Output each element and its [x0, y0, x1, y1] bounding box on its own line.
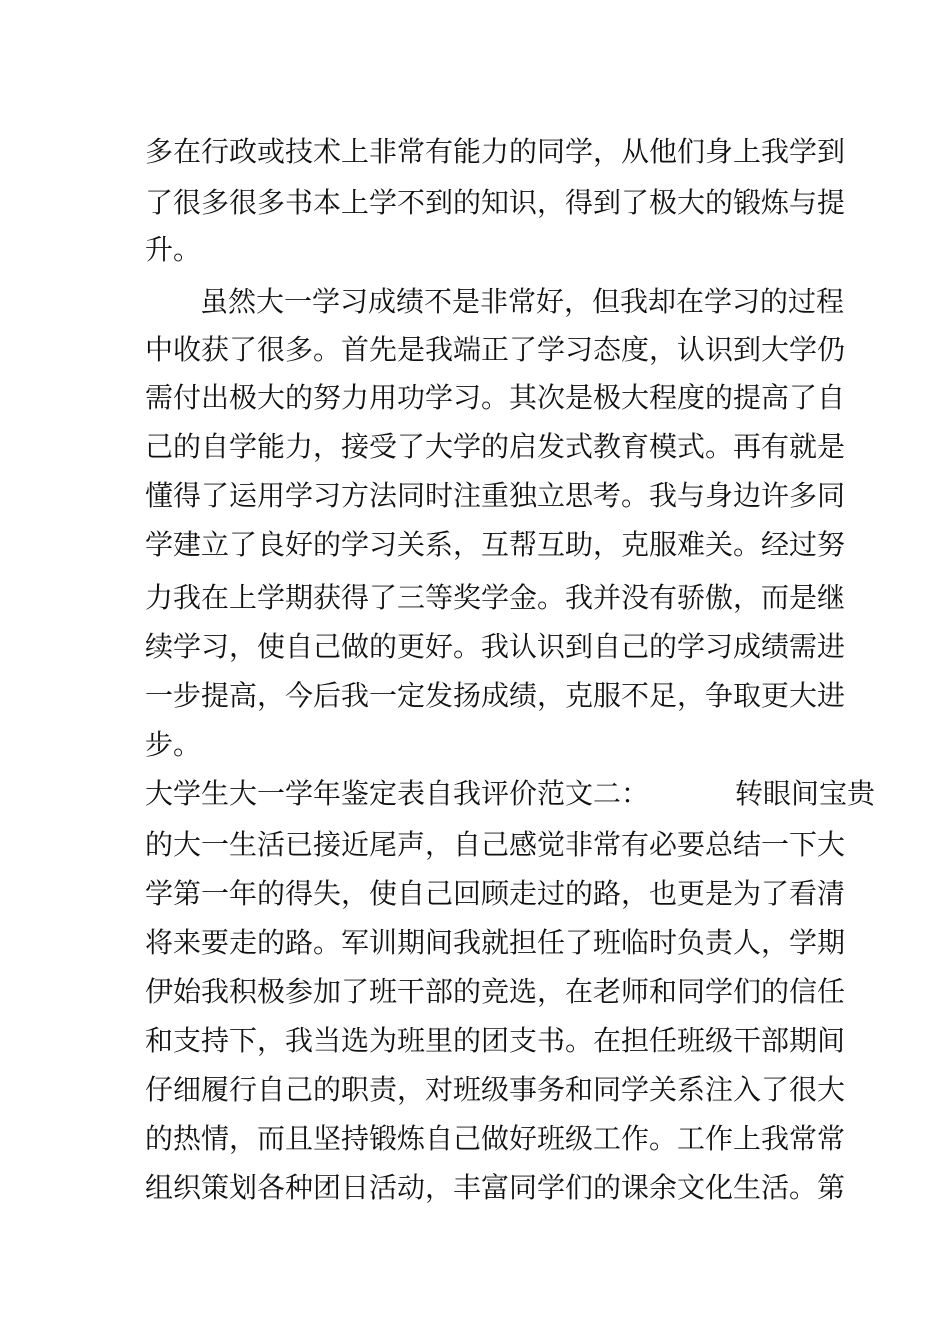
text-line: 仔细履行自己的职责，对班级事务和同学关系注入了很大: [145, 1073, 846, 1106]
text-line: 己的自学能力，接受了大学的启发式教育模式。再有就是: [145, 430, 846, 463]
text-line: 伊始我积极参加了班干部的竞选，在老师和同学们的信任: [145, 975, 846, 1008]
text-line: 了很多很多书本上学不到的知识，得到了极大的锻炼与提: [145, 186, 846, 219]
text-line: 学建立了良好的学习关系，互帮互助，克服难关。经过努: [145, 528, 846, 561]
text-line: 学第一年的得失，使自己回顾走过的路，也更是为了看清: [145, 877, 846, 910]
section-heading: 大学生大一学年鉴定表自我评价范文二：: [145, 777, 650, 810]
text-line: 的热情，而且坚持锻炼自己做好班级工作。工作上我常常: [145, 1122, 846, 1155]
text-line: 一步提高，今后我一定发扬成绩，克服不足，争取更大进: [145, 679, 846, 712]
text-line: 和支持下，我当选为班里的团支书。在担任班级干部期间: [145, 1024, 846, 1057]
text-line: 的大一生活已接近尾声，自己感觉非常有必要总结一下大: [145, 828, 846, 861]
text-line: 步。: [145, 728, 202, 761]
text-line: 多在行政或技术上非常有能力的同学，从他们身上我学到: [145, 135, 846, 168]
text-line: 中收获了很多。首先是我端正了学习态度，认识到大学仍: [145, 333, 846, 366]
text-line: 需付出极大的努力用功学习。其次是极大程度的提高了自: [145, 381, 846, 414]
text-line: 虽然大一学习成绩不是非常好，但我却在学习的过程: [200, 285, 845, 318]
text-line: 组织策划各种团日活动，丰富同学们的课余文化生活。第: [145, 1171, 846, 1204]
section-heading-line: [145, 768, 875, 820]
text-line: 升。: [145, 233, 202, 266]
text-line: 续学习，使自己做的更好。我认识到自己的学习成绩需进: [145, 630, 846, 663]
text-line: 懂得了运用学习方法同时注重独立思考。我与身边许多同: [145, 479, 846, 512]
text-line: 将来要走的路。军训期间我就担任了班临时负责人，学期: [145, 926, 846, 959]
text-line-start: 转眼间宝贵: [735, 777, 876, 810]
text-line: 力我在上学期获得了三等奖学金。我并没有骄傲，而是继: [145, 581, 846, 614]
